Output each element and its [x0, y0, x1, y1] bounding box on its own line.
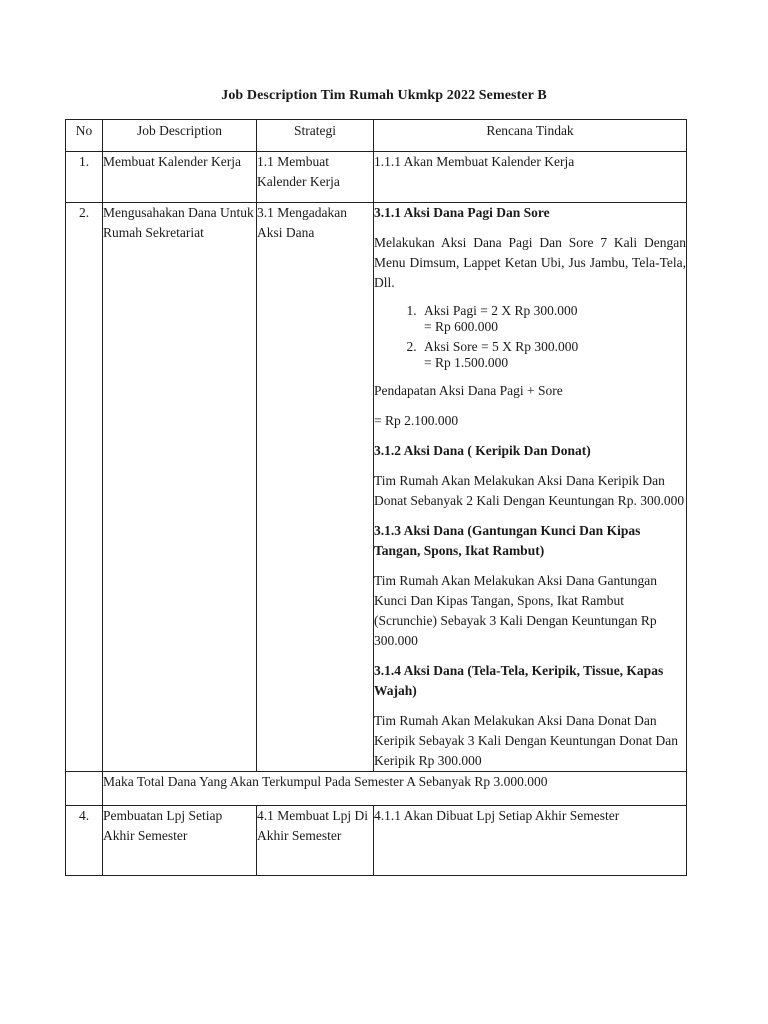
section-text: Tim Rumah Akan Melakukan Aksi Dana Gantungan Kunci Dan Kipas Tangan, Spons, Ikat Rambut (Scrunchie) Sebayak 3 Kali Dengan Keuntungan Rp 300.000 — [374, 573, 657, 648]
row-number: 1. — [66, 152, 103, 203]
section-heading: 3.1.2 Aksi Dana ( Keripik Dan Donat) — [374, 443, 591, 458]
row-number: 4. — [66, 806, 103, 876]
calculation-list — [374, 303, 686, 371]
calc-line: 1. Aksi Pagi = 2 X Rp 300.000 — [424, 303, 578, 318]
section-text: Tim Rumah Akan Melakukan Aksi Dana Donat Dan Keripik Sebayak 3 Kali Dengan Keuntungan Donat Dan Keripik Rp 300.000 — [374, 713, 679, 768]
income-value: = Rp 2.100.000 — [374, 413, 459, 428]
job-description-table — [65, 119, 687, 876]
header-job-description: Job Description — [103, 120, 257, 152]
document-title: Job Description Tim Rumah Ukmkp 2022 Semester B — [221, 88, 547, 103]
header-strategi: Strategi — [257, 120, 374, 152]
table-row — [66, 203, 687, 772]
table-row — [66, 806, 687, 876]
job-description-cell: Membuat Kalender Kerja — [103, 152, 257, 203]
rencana-tindak-cell: 4.1.1 Akan Dibuat Lpj Setiap Akhir Semester — [374, 806, 687, 876]
section-text: Tim Rumah Akan Melakukan Aksi Dana Keripik Dan Donat Sebanyak 2 Kali Dengan Keuntungan Rp. 300.000 — [374, 473, 685, 508]
list-item — [420, 339, 686, 371]
section-text: Melakukan Aksi Dana Pagi Dan Sore 7 Kali Dengan Menu Dimsum, Lappet Ketan Ubi, Jus Jambu, Tela-Tela, Dll. — [374, 235, 686, 290]
section-heading: 3.1.1 Aksi Dana Pagi Dan Sore — [374, 205, 550, 220]
calc-line: 2. Aksi Sore = 5 X Rp 300.000 — [424, 339, 579, 354]
strategi-cell: 3.1 Mengadakan Aksi Dana — [257, 203, 374, 772]
strategi-cell: 1.1 Membuat Kalender Kerja — [257, 152, 374, 203]
job-description-cell: Pembuatan Lpj Setiap Akhir Semester — [103, 806, 257, 876]
list-item — [420, 303, 686, 335]
section-heading: 3.1.3 Aksi Dana (Gantungan Kunci Dan Kipas Tangan, Spons, Ikat Rambut) — [374, 523, 641, 558]
header-no: No — [66, 120, 103, 152]
income-label: Pendapatan Aksi Dana Pagi + Sore — [374, 383, 563, 398]
strategi-cell: 4.1 Membuat Lpj Di Akhir Semester — [257, 806, 374, 876]
table-header-row — [66, 120, 687, 152]
row-number: 2. — [66, 203, 103, 772]
total-summary: Maka Total Dana Yang Akan Terkumpul Pada Semester A Sebanyak Rp 3.000.000 — [103, 772, 687, 806]
calc-result: = Rp 1.500.000 — [424, 355, 509, 370]
rencana-tindak-cell: 1.1.1 Akan Membuat Kalender Kerja — [374, 152, 687, 203]
header-rencana-tindak: Rencana Tindak — [374, 120, 687, 152]
calc-result: = Rp 600.000 — [424, 319, 498, 334]
section-heading: 3.1.4 Aksi Dana (Tela-Tela, Keripik, Tissue, Kapas Wajah) — [374, 663, 664, 698]
rencana-tindak-cell — [374, 203, 687, 772]
table-row-total — [66, 772, 687, 806]
job-description-cell: Mengusahakan Dana Untuk Rumah Sekretariat — [103, 203, 257, 772]
empty-cell — [66, 772, 103, 806]
table-row — [66, 152, 687, 203]
